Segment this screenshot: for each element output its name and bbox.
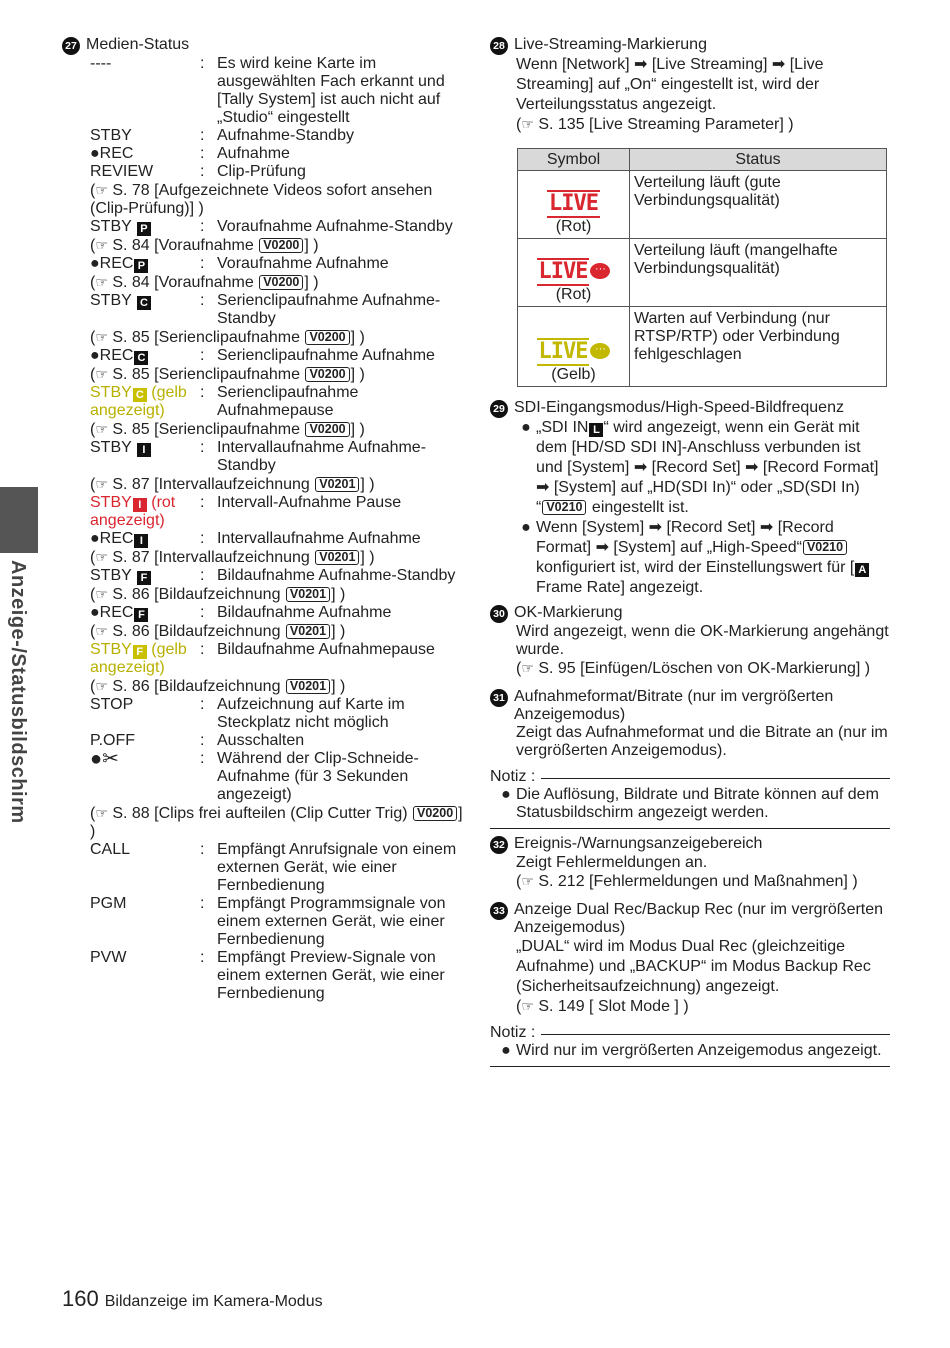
reference-text: S. 149 [ Slot Mode ] ) [538, 998, 689, 1015]
pointing-hand-icon: ☞ [521, 660, 534, 676]
note-label: Notiz : [490, 1024, 536, 1041]
status-desc: Empfängt Programmsignale von einem externen Gerät, wie einer Fernbedienung [217, 895, 446, 948]
section-title: Live-Streaming-Markierung [514, 36, 707, 53]
color-note: (gelb angezeigt) [90, 641, 187, 676]
status-code [90, 347, 200, 365]
status-desc: Serienclipaufnahme Aufnahmepause [217, 384, 359, 419]
page-reference[interactable] [90, 475, 467, 494]
side-tab [0, 487, 38, 553]
symbol-cell [518, 239, 630, 307]
pointing-hand-icon: ☞ [95, 549, 108, 565]
version-badge: V0200 [305, 330, 349, 345]
colon: : [200, 530, 205, 547]
c-mode-icon: C [133, 388, 147, 402]
page-number: 160 [62, 1286, 99, 1311]
p-mode-icon: P [134, 259, 148, 273]
colon: : [200, 895, 205, 912]
colon: : [200, 163, 205, 180]
pointing-hand-icon: ☞ [95, 237, 108, 253]
pointing-hand-icon: ☞ [95, 182, 108, 198]
status-desc: Empfängt Preview-Signale von einem externen Gerät, wie einer Fernbedienung [217, 949, 445, 1002]
version-badge: V0210 [803, 540, 847, 555]
text: eingestellt ist. [587, 499, 689, 516]
status-desc: Intervallaufnahme Aufnahme [217, 530, 421, 547]
paren: ( [516, 873, 522, 890]
status-desc: Serienclipaufnahme Aufnahme [217, 347, 435, 364]
bullet-icon: ● [521, 419, 531, 436]
status-desc: Intervall-Aufnahme Pause [217, 494, 402, 511]
section-title: OK-Markierung [514, 604, 623, 621]
paren: ( [90, 329, 96, 346]
section-31-text: Zeigt das Aufnahmeformat und die Bitrate an (nur im vergrößerten Anzeigemodus). [516, 724, 888, 759]
status-code-text: STBY [90, 218, 132, 235]
reference-text: S. 85 [Serienclipaufnahme [112, 366, 305, 383]
status-desc: Bildaufnahme Aufnahmepause [217, 641, 435, 658]
pointing-hand-icon: ☞ [95, 476, 108, 492]
status-row [90, 641, 467, 677]
status-code: STOP [90, 696, 134, 713]
status-cell: Verteilung läuft (gute Verbindungsqualität) [630, 171, 887, 239]
status-desc: Aufzeichnung auf Karte im Steckplatz nicht möglich [217, 696, 405, 731]
status-row [90, 949, 467, 1003]
paren: ( [516, 998, 522, 1015]
status-row [90, 55, 467, 127]
note-header [490, 768, 890, 786]
paren: ( [516, 660, 522, 677]
speech-bubble-icon: ··· [590, 343, 610, 359]
status-desc: Aufnahme [217, 145, 290, 162]
f-mode-icon: F [137, 571, 151, 585]
version-badge: V0201 [315, 477, 359, 492]
note-item [496, 786, 890, 822]
reference-text: S. 84 [Voraufnahme [112, 237, 259, 254]
version-badge: V0200 [259, 238, 303, 253]
f-mode-icon: F [133, 645, 147, 659]
live-icon: LIVE [549, 191, 598, 216]
page-reference[interactable] [490, 997, 890, 1016]
colon: : [200, 218, 205, 235]
paren: ( [90, 549, 96, 566]
status-code [90, 439, 200, 475]
page-reference[interactable] [490, 659, 890, 678]
reference-text: S. 135 [Live Streaming Parameter] ) [538, 116, 794, 133]
pointing-hand-icon: ☞ [95, 623, 108, 639]
status-row [90, 218, 467, 236]
section-27-heading [62, 36, 467, 55]
symbol-cell [518, 307, 630, 387]
pointing-hand-icon: ☞ [95, 805, 108, 821]
version-badge: V0200 [305, 367, 349, 382]
paren: ( [90, 476, 96, 493]
status-desc: Voraufnahme Aufnahme-Standby [217, 218, 453, 235]
section-28-text: Wenn [Network] ➡ [Live Streaming] ➡ [Live Streaming] auf „On“ eingestellt ist, wird der Verteilungsstatus angezeigt. [516, 56, 824, 113]
side-tab-label: Anzeige-/Statusbildschirm [7, 560, 29, 824]
status-code: PGM [90, 895, 127, 912]
colon: : [200, 641, 205, 658]
status-desc: Serienclipaufnahme Aufnahme-Standby [217, 292, 441, 327]
status-code: P.OFF [90, 732, 136, 749]
section-number: 32 [490, 836, 508, 854]
status-desc: Empfängt Anrufsignale von einem externen Gerät, wie einer Fernbedienung [217, 841, 457, 894]
section-30-heading [490, 604, 890, 623]
status-code-text: STBY [90, 384, 132, 401]
live-icon: LIVE [538, 259, 588, 284]
i-mode-icon: I [134, 534, 148, 548]
colon: : [200, 567, 205, 584]
page-reference[interactable] [90, 365, 467, 384]
colon: : [200, 127, 205, 144]
status-code-text: STBY [90, 641, 132, 658]
status-cell: Verteilung läuft (mangelhafte Verbindungsqualität) [630, 239, 887, 307]
paren: ( [90, 586, 96, 603]
status-code-text: ●REC [90, 347, 134, 364]
right-column [490, 36, 890, 1067]
status-code [90, 384, 200, 420]
paren: ( [90, 274, 96, 291]
status-code: ---- [90, 55, 112, 72]
status-row [90, 384, 467, 420]
status-code [90, 292, 200, 328]
symbol-color: (Rot) [555, 218, 592, 235]
section-title: Ereignis-/Warnungsanzeigebereich [514, 835, 763, 852]
paren: ( [90, 237, 96, 254]
text: konfiguriert ist, wird der Einstellungswert für [ [536, 559, 855, 576]
bullet-icon: ● [501, 786, 511, 803]
page-reference[interactable] [90, 622, 467, 641]
section-number: 31 [490, 689, 508, 707]
reference-close: ] ) [360, 476, 375, 493]
text: Wenn [System] ➡ [Record Set] ➡ [Record Format] ➡ [System] auf „High-Speed“ [536, 519, 834, 556]
status-desc: Bildaufnahme Aufnahme-Standby [217, 567, 456, 584]
reference-text: S. 95 [Einfügen/Löschen von OK-Markierung] ) [538, 660, 871, 677]
section-30-text: Wird angezeigt, wenn die OK-Markierung angehängt wurde. [516, 623, 889, 658]
colon: : [200, 347, 205, 364]
status-desc: Clip-Prüfung [217, 163, 306, 180]
status-code [90, 567, 200, 585]
left-column [62, 36, 467, 1003]
status-code-text: ●REC [90, 255, 134, 272]
table-row [518, 171, 887, 239]
pointing-hand-icon: ☞ [95, 421, 108, 437]
status-code: PVW [90, 949, 127, 966]
section-title: Medien-Status [86, 36, 190, 53]
page-reference[interactable] [490, 115, 890, 134]
reference-close: ] ) [304, 274, 319, 291]
section-title: Anzeige Dual Rec/Backup Rec (nur im vergrößerten Anzeigemodus) [514, 901, 884, 936]
page-reference[interactable] [90, 420, 467, 439]
status-row [90, 567, 467, 585]
scissors-icon: ●✂ [90, 748, 119, 770]
note-item [496, 1042, 890, 1060]
table-row [518, 307, 887, 387]
section-title: SDI-Eingangsmodus/High-Speed-Bildfrequenz [514, 399, 844, 416]
live-streaming-table [517, 148, 887, 387]
pointing-hand-icon: ☞ [95, 678, 108, 694]
list-item-text [536, 418, 890, 518]
pointing-hand-icon: ☞ [521, 998, 534, 1014]
c-mode-icon: C [137, 296, 151, 310]
status-code-text: STBY [90, 439, 132, 456]
reference-text: S. 87 [Intervallaufzeichnung [112, 549, 315, 566]
status-row [90, 163, 467, 181]
reference-close: ] ) [90, 805, 463, 840]
a-mode-icon: A [855, 563, 869, 577]
colon: : [200, 732, 205, 749]
version-badge: V0200 [413, 806, 457, 821]
section-32-text: Zeigt Fehlermeldungen an. [516, 854, 708, 871]
pointing-hand-icon: ☞ [521, 116, 534, 132]
symbol-color: (Rot) [555, 286, 592, 303]
status-desc: Aufnahme-Standby [217, 127, 354, 144]
note-label: Notiz : [490, 768, 536, 785]
status-row [90, 439, 467, 475]
colon: : [200, 145, 205, 162]
status-row [90, 127, 467, 145]
colon: : [200, 604, 205, 621]
status-row [90, 255, 467, 273]
color-note: (rot angezeigt) [90, 494, 176, 529]
list-item [516, 518, 890, 598]
page-reference[interactable] [90, 804, 467, 841]
i-mode-icon: I [133, 498, 147, 512]
reference-text: S. 86 [Bildaufzeichnung [112, 678, 285, 695]
p-mode-icon: P [137, 222, 151, 236]
reference-text: S. 88 [Clips frei aufteilen (Clip Cutter Trig) [112, 805, 408, 822]
pointing-hand-icon: ☞ [521, 873, 534, 889]
status-row [90, 530, 467, 548]
reference-close: ] ) [331, 586, 346, 603]
status-row [90, 494, 467, 530]
note-text: Die Auflösung, Bildrate und Bitrate können auf dem Statusbildschirm angezeigt werden. [516, 786, 879, 821]
section-number: 33 [490, 902, 508, 920]
divider [490, 1066, 890, 1067]
reference-close: ] ) [360, 549, 375, 566]
status-row [90, 292, 467, 328]
version-badge: V0200 [305, 422, 349, 437]
status-row [90, 750, 467, 804]
paren: ( [90, 678, 96, 695]
status-code [90, 494, 200, 530]
text: “ wird angezeigt, wenn ein Gerät mit dem [HD/SD SDI IN]-Anschluss verbunden ist und [System] ➡ [Record Set] ➡ [Record Format] ➡ [System] auf „HD(SDI In)“ oder „SD(SDI In) [536, 419, 879, 496]
column-header-status: Status [630, 149, 887, 171]
bullet-icon: ● [501, 1042, 511, 1059]
section-33-text: „DUAL“ wird im Modus Dual Rec (gleichzeitige Aufnahme) und „BACKUP“ im Modus Backup Rec (Sicherheitsaufzeichnung) angezeigt. [516, 938, 871, 995]
reference-text: S. 87 [Intervallaufzeichnung [112, 476, 315, 493]
colon: : [200, 55, 205, 72]
section-32-heading [490, 835, 890, 854]
section-number: 27 [62, 37, 80, 55]
f-mode-icon: F [134, 608, 148, 622]
column-header-symbol: Symbol [518, 149, 630, 171]
pointing-hand-icon: ☞ [95, 366, 108, 382]
status-code [90, 530, 200, 548]
colon: : [200, 696, 205, 713]
status-row [90, 145, 467, 163]
note-text: Wird nur im vergrößerten Anzeigemodus angezeigt. [516, 1042, 882, 1059]
reference-text: S. 86 [Bildaufzeichnung [112, 586, 285, 603]
version-badge: V0201 [286, 624, 330, 639]
page-reference[interactable] [90, 585, 467, 604]
status-code-text: ●REC [90, 530, 134, 547]
status-code-text: STBY [90, 292, 132, 309]
colon: : [200, 750, 205, 767]
reference-close: ] ) [350, 366, 365, 383]
page-footer [62, 1286, 323, 1311]
footer-title: Bildanzeige im Kamera-Modus [104, 1293, 323, 1310]
reference-close: ] ) [304, 237, 319, 254]
version-badge: V0200 [259, 275, 303, 290]
reference-close: ] ) [331, 678, 346, 695]
reference-close: ] ) [350, 421, 365, 438]
divider [541, 1034, 890, 1035]
status-row [90, 696, 467, 732]
pointing-hand-icon: ☞ [95, 586, 108, 602]
color-note: (gelb angezeigt) [90, 384, 187, 419]
paren: ( [90, 421, 96, 438]
status-cell: Warten auf Verbindung (nur RTSP/RTP) oder Verbindung fehlgeschlagen [630, 307, 887, 387]
status-desc: Voraufnahme Aufnahme [217, 255, 389, 272]
status-row [90, 895, 467, 949]
reference-text: S. 86 [Bildaufzeichnung [112, 623, 285, 640]
section-29-heading [490, 399, 890, 418]
speech-bubble-icon: ··· [590, 263, 610, 279]
colon: : [200, 841, 205, 858]
colon: : [200, 949, 205, 966]
status-code-text: STBY [90, 494, 132, 511]
table-row [518, 239, 887, 307]
status-code [90, 218, 200, 236]
status-code: REVIEW [90, 163, 154, 180]
paren: ( [516, 116, 522, 133]
section-33-heading [490, 901, 890, 937]
status-code [90, 255, 200, 273]
page-reference[interactable] [490, 872, 890, 891]
status-code-text: ●REC [90, 604, 134, 621]
list-item-text [536, 518, 890, 598]
l-mode-icon: L [589, 423, 603, 437]
status-row [90, 347, 467, 365]
list-item [516, 418, 890, 518]
status-row [90, 604, 467, 622]
divider [541, 778, 890, 779]
section-number: 30 [490, 605, 508, 623]
version-badge: V0201 [315, 550, 359, 565]
status-code: ●REC [90, 145, 134, 162]
status-code: STBY [90, 127, 132, 144]
reference-close: ] ) [331, 623, 346, 640]
status-desc: Ausschalten [217, 732, 305, 749]
section-28-heading [490, 36, 890, 55]
pointing-hand-icon: ☞ [95, 329, 108, 345]
section-31-heading [490, 688, 890, 724]
colon: : [200, 494, 205, 511]
status-row [90, 841, 467, 895]
i-mode-icon: I [137, 443, 151, 457]
table-header [518, 149, 887, 171]
reference-text: S. 85 [Serienclipaufnahme [112, 329, 305, 346]
page-reference[interactable] [90, 181, 467, 218]
colon: : [200, 384, 205, 401]
text: Frame Rate] angezeigt. [536, 579, 704, 596]
paren: ( [90, 366, 96, 383]
media-status-list [90, 55, 467, 1003]
colon: : [200, 439, 205, 456]
paren: ( [90, 805, 96, 822]
section-number: 29 [490, 400, 508, 418]
page-reference[interactable] [90, 548, 467, 567]
page-reference[interactable] [90, 273, 467, 292]
bullet-icon: ● [521, 519, 531, 536]
status-desc: Bildaufnahme Aufnahme [217, 604, 392, 621]
text: „SDI IN [536, 419, 589, 436]
status-row [90, 732, 467, 750]
version-badge: V0210 [542, 500, 586, 515]
colon: : [200, 255, 205, 272]
status-code [90, 604, 200, 622]
status-code: CALL [90, 841, 131, 858]
note-header [490, 1024, 890, 1042]
status-code-text: STBY [90, 567, 132, 584]
section-title: Aufnahmeformat/Bitrate (nur im vergrößerten Anzeigemodus) [514, 688, 834, 723]
status-desc: Intervallaufnahme Aufnahme-Standby [217, 439, 427, 474]
reference-close: ] ) [350, 329, 365, 346]
paren: ( [90, 623, 96, 640]
status-code [90, 641, 200, 677]
reference-text: S. 78 [Aufgezeichnete Videos sofort ansehen (Clip-Prüfung)] ) [90, 182, 433, 217]
page-reference[interactable] [90, 236, 467, 255]
pointing-hand-icon: ☞ [95, 274, 108, 290]
symbol-cell [518, 171, 630, 239]
live-icon: LIVE [538, 339, 588, 364]
reference-text: S. 84 [Voraufnahme [112, 274, 259, 291]
c-mode-icon: C [134, 351, 148, 365]
section-number: 28 [490, 37, 508, 55]
page-reference[interactable] [90, 328, 467, 347]
reference-text: S. 85 [Serienclipaufnahme [112, 421, 305, 438]
reference-text: S. 212 [Fehlermeldungen und Maßnahmen] ) [538, 873, 858, 890]
status-desc: Es wird keine Karte im ausgewählten Fach erkannt und [Tally System] ist auch nicht auf „Studio“ eingestellt [217, 55, 445, 126]
version-badge: V0201 [286, 587, 330, 602]
status-desc: Während der Clip-Schneide-Aufnahme (für 3 Sekunden angezeigt) [217, 750, 419, 803]
symbol-color: (Gelb) [551, 366, 596, 383]
paren: ( [90, 182, 96, 199]
text: “ [536, 499, 542, 516]
version-badge: V0201 [286, 679, 330, 694]
page-reference[interactable] [90, 677, 467, 696]
colon: : [200, 292, 205, 309]
